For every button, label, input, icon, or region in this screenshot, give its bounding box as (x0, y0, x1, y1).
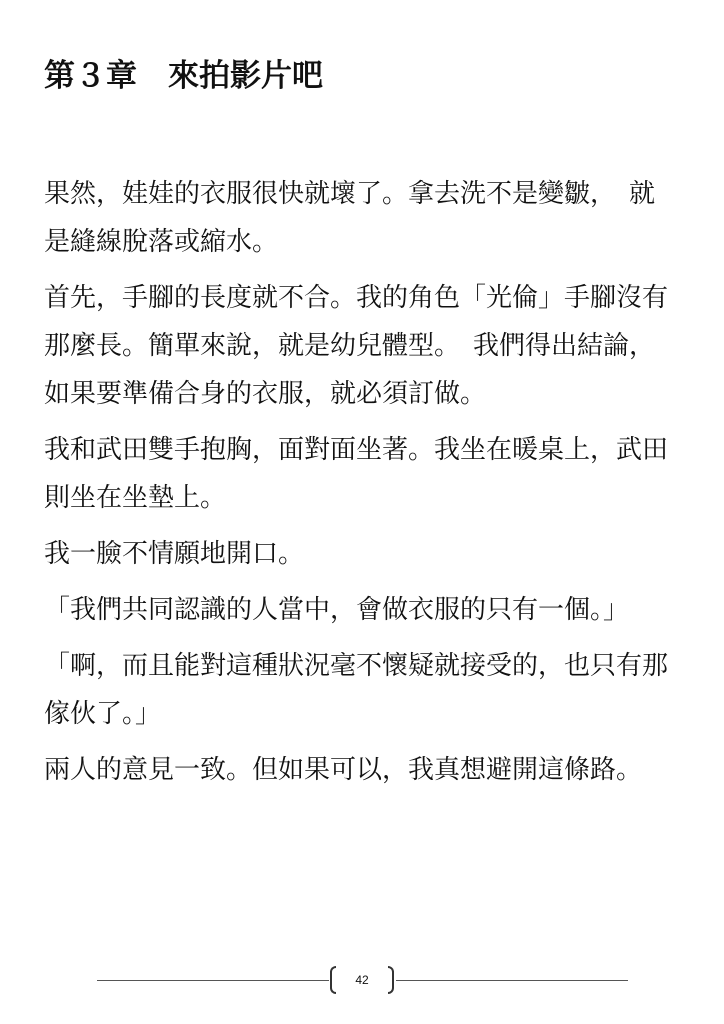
paragraph: 「我們共同認識的人當中，會做衣服的只有一個。」 (44, 595, 630, 625)
paragraph: 兩人的意見一致。但如果可以，我真想避開這條路。 (44, 755, 643, 785)
paragraph: 果然，娃娃的衣服很快就壞了。拿去洗不是變皺， 就是縫線脫落或縮水。 (44, 179, 656, 257)
page-number: 42 (355, 973, 369, 987)
right-bracket-ornament (388, 966, 394, 994)
footer-rule-right (396, 980, 628, 981)
body-text (44, 170, 680, 802)
chapter-title: 第３章 來拍影片吧 (44, 58, 323, 94)
paragraph: 我一臉不情願地開口。 (44, 539, 305, 569)
page-footer (0, 962, 724, 998)
footer-rule-left (97, 980, 329, 981)
paragraph: 我和武田雙手抱胸，面對面坐著。我坐在暖桌上，武田則坐在坐墊上。 (44, 435, 669, 513)
paragraph: 「啊，而且能對這種狀況毫不懷疑就接受的，也只有那傢伙了。」 (44, 651, 669, 729)
paragraph: 首先，手腳的長度就不合。我的角色「光倫」手腳沒有那麼長。簡單來說，就是幼兒體型。 我們得出結論，如果要準備合身的衣服，就必須訂做。 (44, 283, 669, 409)
